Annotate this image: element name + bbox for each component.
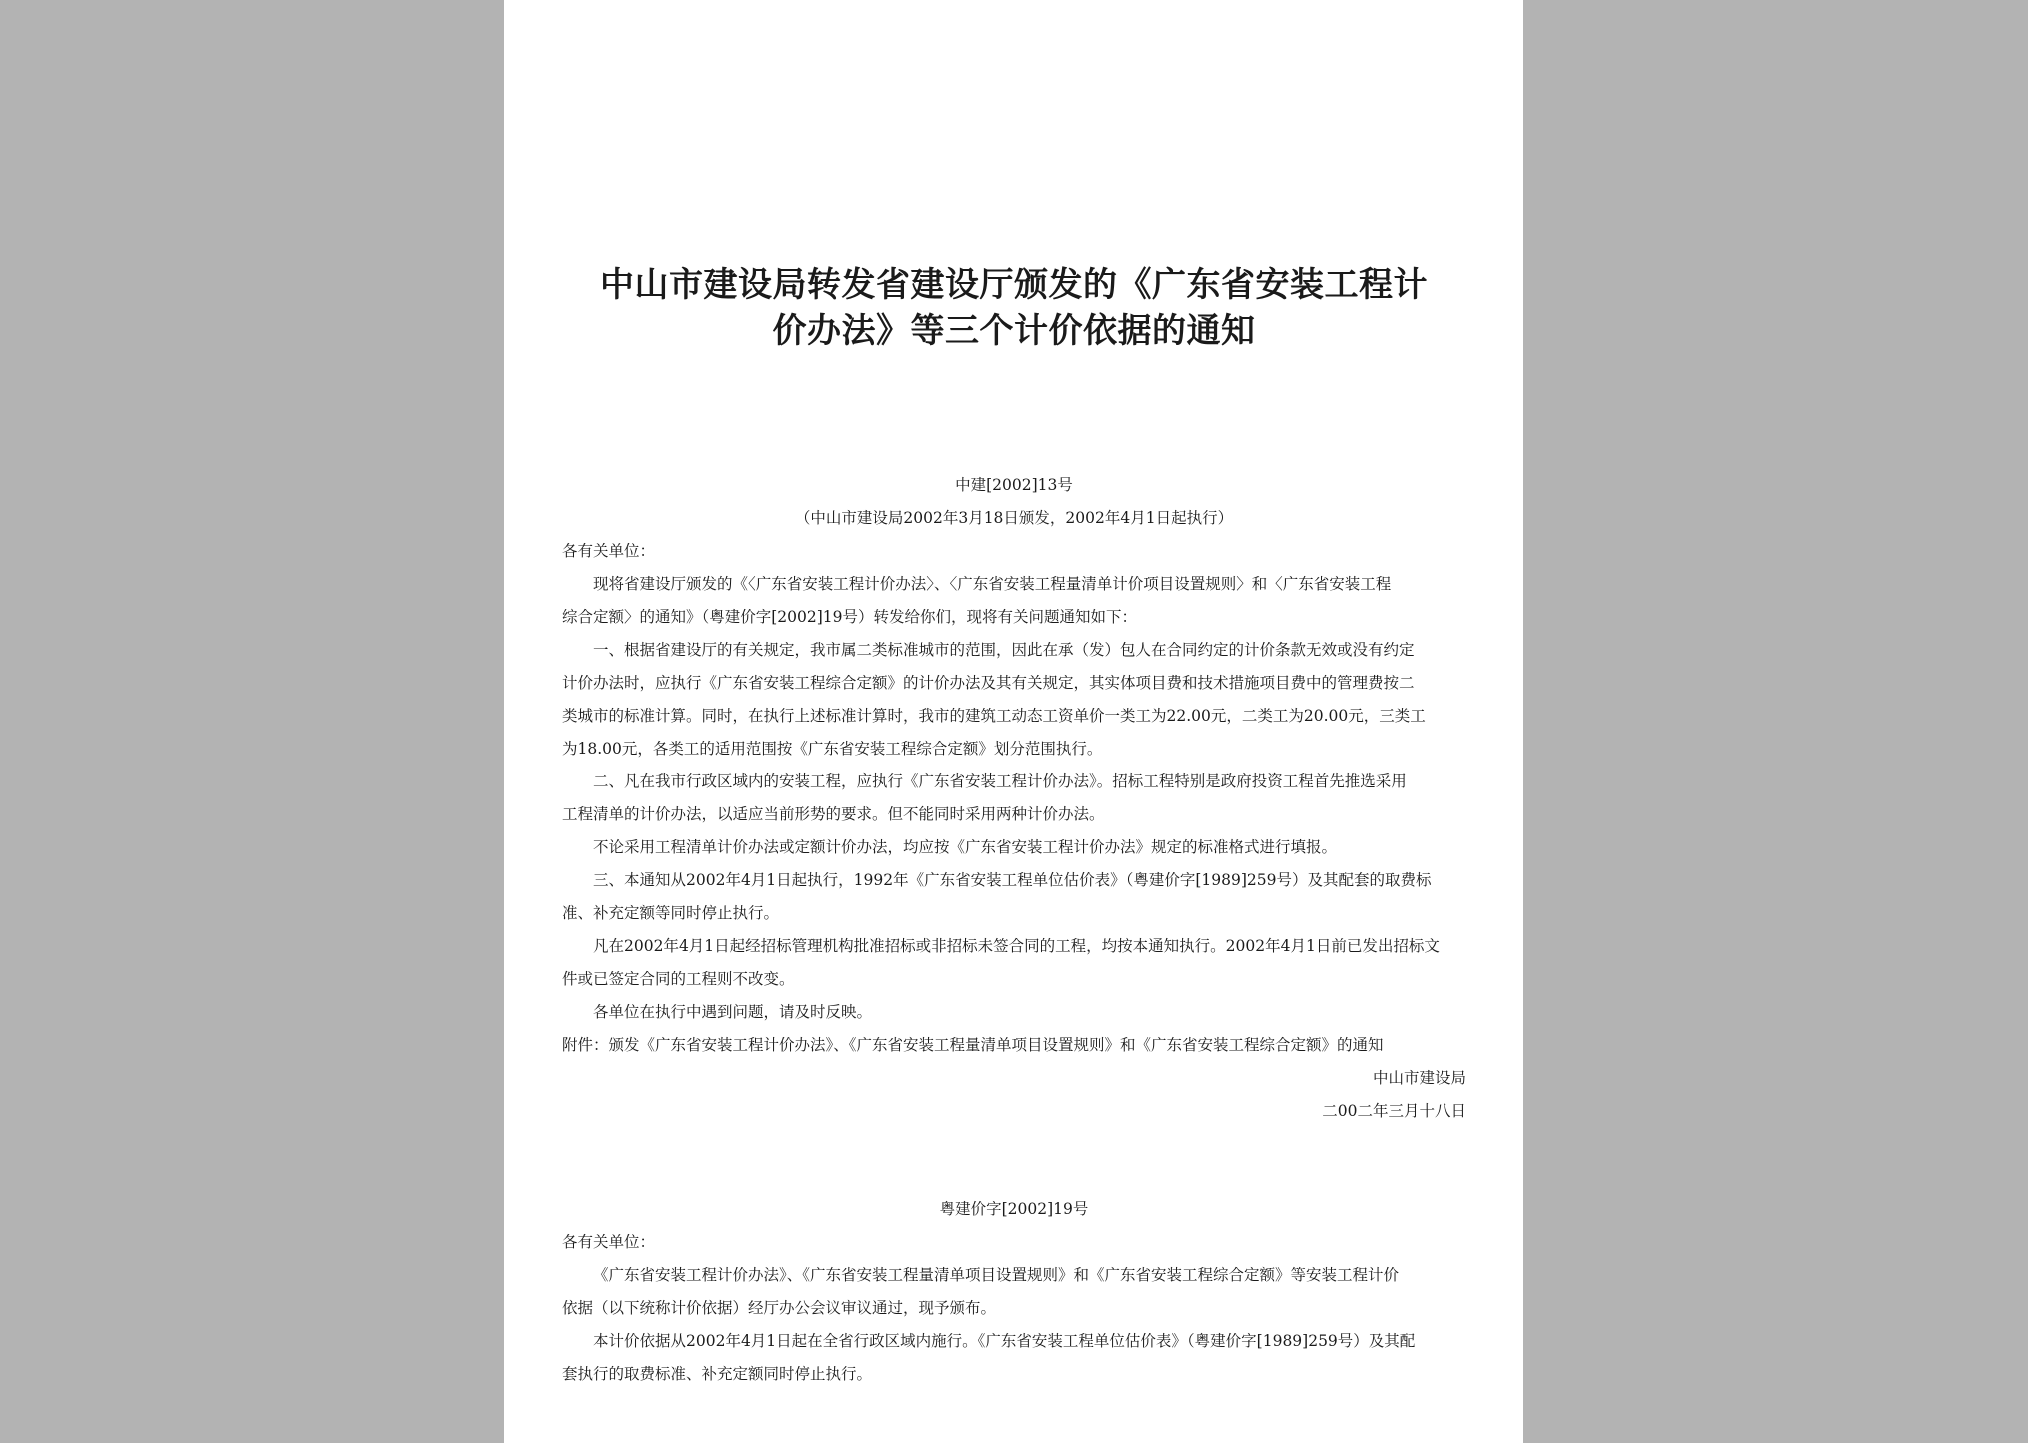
paragraph-line: 计价办法时，应执行《广东省安装工程综合定额》的计价办法及其有关规定，其实体项目费和技术措施项目费中的管理费按二 (562, 673, 1415, 692)
paragraph-5 (562, 864, 1466, 930)
salutation: 各有关单位： (562, 542, 656, 560)
signature-date: 二00二年三月十八日 (1322, 1102, 1466, 1120)
signature: 中山市建设局 (1372, 1069, 1466, 1087)
paragraph-line: 类城市的标准计算。同时，在执行上述标准计算时，我市的建筑工动态工资单价一类工为22.00元，二类工为20.00元，三类工 (562, 706, 1426, 725)
paragraph-line: 依据（以下统称计价依据）经厅办公会议审议通过，现予颁布。 (562, 1298, 997, 1317)
doc-number: 中建[2002]13号 (955, 476, 1073, 494)
paragraph-6 (562, 930, 1466, 996)
paragraph-1 (562, 568, 1466, 634)
paragraph-line: 《广东省安装工程计价办法》、《广东省安装工程量清单项目设置规则》和《广东省安装工程综合定额》等安装工程计价 (593, 1266, 1400, 1284)
paragraph-line: 准、补充定额等同时停止执行。 (562, 904, 780, 923)
paragraph-line: 本计价依据从2002年4月1日起在全省行政区域内施行。《广东省安装工程单位估价表》（粤建价字[1989]259号）及其配 (593, 1331, 1416, 1350)
attached-paragraph-2 (562, 1325, 1466, 1391)
attached-salutation: 各有关单位： (562, 1233, 656, 1251)
paragraph-line: 三、本通知从2002年4月1日起执行，1992年《广东省安装工程单位估价表》（粤建价字[1989]259号）及其配套的取费标 (593, 871, 1432, 890)
paragraph-line: 凡在2002年4月1日起经招标管理机构批准招标或非招标未签合同的工程，均按本通知执行。2002年4月1日前已发出招标文 (593, 936, 1440, 955)
paragraph-line: 二、凡在我市行政区域内的安装工程，应执行《广东省安装工程计价办法》。招标工程特别是政府投资工程首先推选采用 (593, 772, 1407, 791)
document-title (562, 262, 1466, 354)
document-page (504, 0, 1523, 1443)
paragraph-line: 现将省建设厅颁发的《〈广东省安装工程计价办法〉、〈广东省安装工程量清单计价项目设置规则〉和〈广东省安装工程 (593, 575, 1392, 593)
attachment-line: 附件：颁发《广东省安装工程计价办法》、《广东省安装工程量清单项目设置规则》和《广东省安装工程综合定额》的通知 (562, 1036, 1384, 1054)
paragraph-line: 不论采用工程清单计价办法或定额计价办法，均应按《广东省安装工程计价办法》规定的标准格式进行填报。 (593, 838, 1338, 857)
paragraph-line: 综合定额〉的通知》（粤建价字[2002]19号）转发给你们，现将有关问题通知如下： (562, 607, 1138, 626)
attached-doc-number: 粤建价字[2002]19号 (939, 1200, 1089, 1218)
attached-paragraph-1 (562, 1259, 1466, 1325)
paragraph-4 (562, 831, 1466, 864)
paragraph-line: 为18.00元，各类工的适用范围按《广东省安装工程综合定额》划分范围执行。 (562, 739, 1103, 758)
paragraph-line: 工程清单的计价办法，以适应当前形势的要求。但不能同时采用两种计价办法。 (562, 805, 1105, 824)
paragraph-line: 一、根据省建设厅的有关规定，我市属二类标准城市的范围，因此在承（发）包人在合同约定的计价条款无效或没有约定 (593, 640, 1415, 659)
attached-notice-body (562, 1259, 1466, 1391)
notice-body (562, 568, 1466, 1029)
paragraph-line: 件或已签定合同的工程则不改变。 (562, 969, 795, 988)
paragraph-line: 套执行的取费标准、补充定额同时停止执行。 (562, 1364, 873, 1383)
paragraph-2 (562, 634, 1466, 766)
title-line-1: 中山市建设局转发省建设厅颁发的《广东省安装工程计 (600, 265, 1428, 305)
title-line-2: 价办法》等三个计价依据的通知 (772, 311, 1256, 351)
paragraph-3 (562, 765, 1466, 831)
issue-info: （中山市建设局2002年3月18日颁发，2002年4月1日起执行） (794, 509, 1234, 527)
paragraph-line: 各单位在执行中遇到问题，请及时反映。 (593, 1002, 873, 1021)
paragraph-7 (562, 996, 1466, 1029)
